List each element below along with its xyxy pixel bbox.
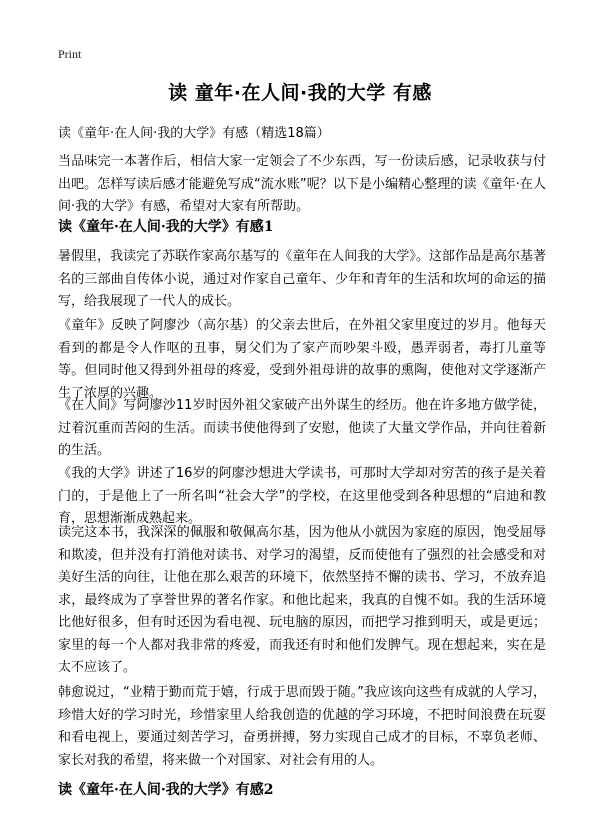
section-1-heading: 读《童年·在人间·我的大学》有感1 [58,219,274,235]
document-subtitle: 读《童年·在人间·我的大学》有感（精选18篇） [58,126,330,141]
section-2-heading: 读《童年·在人间·我的大学》有感2 [58,782,274,798]
section-1-paragraph: 韩愈说过，“业精于勤而荒于嬉，行成于思而毁于随。”我应该向这些有成就的人学习，珍惜大好的学习时光，珍惜家里人给我创造的优越的学习环境，不把时间浪费在玩耍和看电视上，要通过刻苦学习，奋勇拼搏，努力实现自己成才的目标，不辜负老师、家长对我的希望，将来做一个对国家、对社会有用的人。 [58,685,546,768]
intro-paragraph: 当品味完一本著作后，相信大家一定领会了不少东西，写一份读后感，记录收获与付出吧。怎样写读后感才能避免写成“流水账”呢？以下是小编精心整理的读《童年·在人间·我的大学》有感，希望对大家有所帮助。 [58,154,546,214]
document-title: 读 童年·在人间·我的大学 有感 [168,82,432,104]
section-1-paragraph: 《童年》反映了阿廖沙（高尔基）的父亲去世后，在外祖父家里度过的岁月。他每天看到的都是令人作呕的丑事，舅父们为了家产而吵架斗殴，愚弄弱者，毒打儿童等等。但同时他又得到外祖母的疼爱，受到外祖母讲的故事的熏陶，使他对文学逐渐产生了浓厚的兴趣。 [58,318,546,401]
section-1-paragraph: 《在人间》写阿廖沙11岁时因外祖父家破产出外谋生的经历。他在许多地方做学徒，过着沉重而苦闷的生活。而读书使他得到了安慰，他读了大量文学作品，并向往着新的生活。 [58,398,546,458]
section-1-paragraph: 读完这本书，我深深的佩服和敬佩高尔基，因为他从小就因为家庭的原因，饱受屈辱和欺凌，但并没有打消他对读书、对学习的渴望，反而使他有了强烈的社会感受和对美好生活的向往，让他在那么艰苦的环境下，依然坚持不懈的读书、学习，不放弃追求，最终成为了享誉世界的著名作家。和他比起来，我真的自愧不如。我的生活环境比他好很多，但有时还因为看电视、玩电脑的原因，而把学习推到明天，或是更远；家里的每一个人都对我非常的疼爱，而我还有时和他们发脾气。现在想起来，实在是太不应该了。 [58,525,546,675]
print-link[interactable]: Print [58,47,82,61]
section-1-paragraph: 暑假里，我读完了苏联作家高尔基写的《童年在人间我的大学》。这部作品是高尔基著名的三部曲自传体小说，通过对作家自己童年、少年和青年的生活和坎坷的命运的描写，给我展现了一代人的成长。 [58,249,546,309]
section-1-paragraph: 《我的大学》讲述了16岁的阿廖沙想进大学读书，可那时大学却对穷苦的孩子是关着门的，于是他上了一所名叫“社会大学”的学校，在这里他受到各种思想的“启迪和教育，思想渐渐成熟起来。 [58,466,546,526]
